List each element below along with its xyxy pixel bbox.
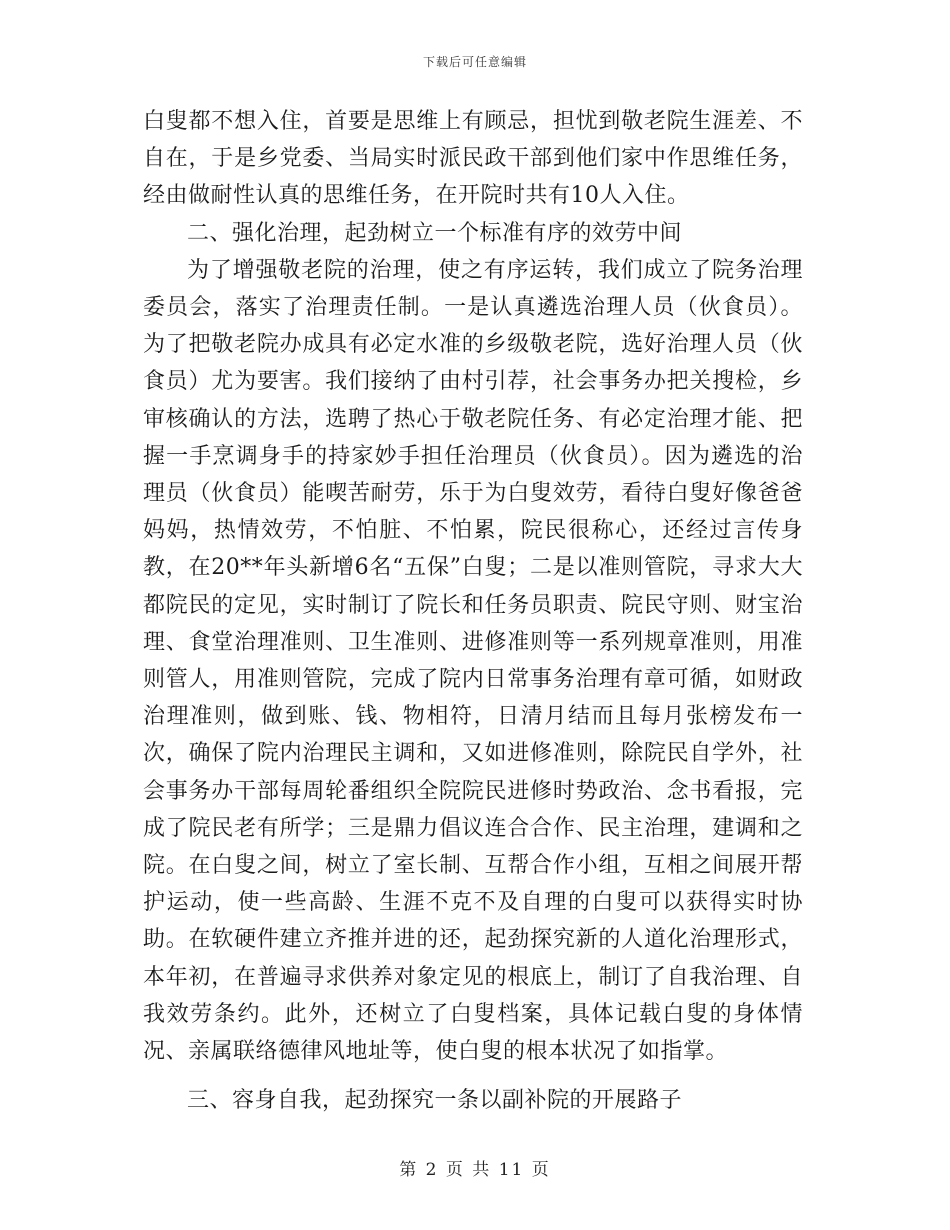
header-note: 下载后可任意编辑	[422, 55, 527, 69]
document-body	[143, 103, 803, 1119]
paragraph-continued: 白叟都不想入住，首要是思维上有顾忌，担忧到敬老院生涯差、不自在，于是乡党委、当局实时派民政干部到他们家中作思维任务，经由做耐性认真的思维任务，在开院时共有10人入住。	[143, 109, 803, 209]
section-heading-3: 三、容身自我，起劲探究一条以副补院的开展路子	[187, 1088, 683, 1114]
page-number-footer: 第 2 页 共 11 页	[399, 1160, 551, 1180]
section-heading-2: 二、强化治理，起劲树立一个标准有序的效劳中间	[187, 220, 683, 246]
paragraph-section-2: 为了增强敬老院的治理，使之有序运转，我们成立了院务治理委员会，落实了治理责任制。一是认真遴选治理人员（伙食员）。为了把敬老院办成具有必定水准的乡级敬老院，选好治理人员（伙食员）尤为要害。我们接纳了由村引荐，社会事务办把关搜检，乡审核确认的方法，选聘了热心于敬老院任务、有必定治理才能、把握一手烹调身手的持家妙手担任治理员（伙食员）。因为遴选的治理员（伙食员）能喫苦耐劳，乐于为白叟效劳，看待白叟好像爸爸妈妈，热情效劳，不怕脏、不怕累，院民很称心，还经过言传身教，在20**年头新增6名“五保”白叟；二是以准则管院，寻求大大都院民的定见，实时制订了院长和任务员职责、院民守则、财宝治理、食堂治理准则、卫生准则、进修准则等一系列规章准则，用准则管人，用准则管院，完成了院内日常事务治理有章可循，如财政治理准则，做到账、钱、物相符，日清月结而且每月张榜发布一次，确保了院内治理民主调和，又如进修准则，除院民自学外，社会事务办干部每周轮番组织全院院民进修时势政治、念书看报，完成了院民老有所学；三是鼎力倡议连合合作、民主治理，建调和之院。在白叟之间，树立了室长制、互帮合作小组，互相之间展开帮护运动，使一些高龄、生涯不克不及自理的白叟可以获得实时协助。在软硬件建立齐推并进的还，起劲探究新的人道化治理形式，本年初，在普遍寻求供养对象定见的根底上，制订了自我治理、自我效劳条约。此外，还树立了白叟档案，具体记载白叟的身体情况、亲属联络德律风地址等，使白叟的根本状况了如指掌。	[143, 257, 803, 1065]
